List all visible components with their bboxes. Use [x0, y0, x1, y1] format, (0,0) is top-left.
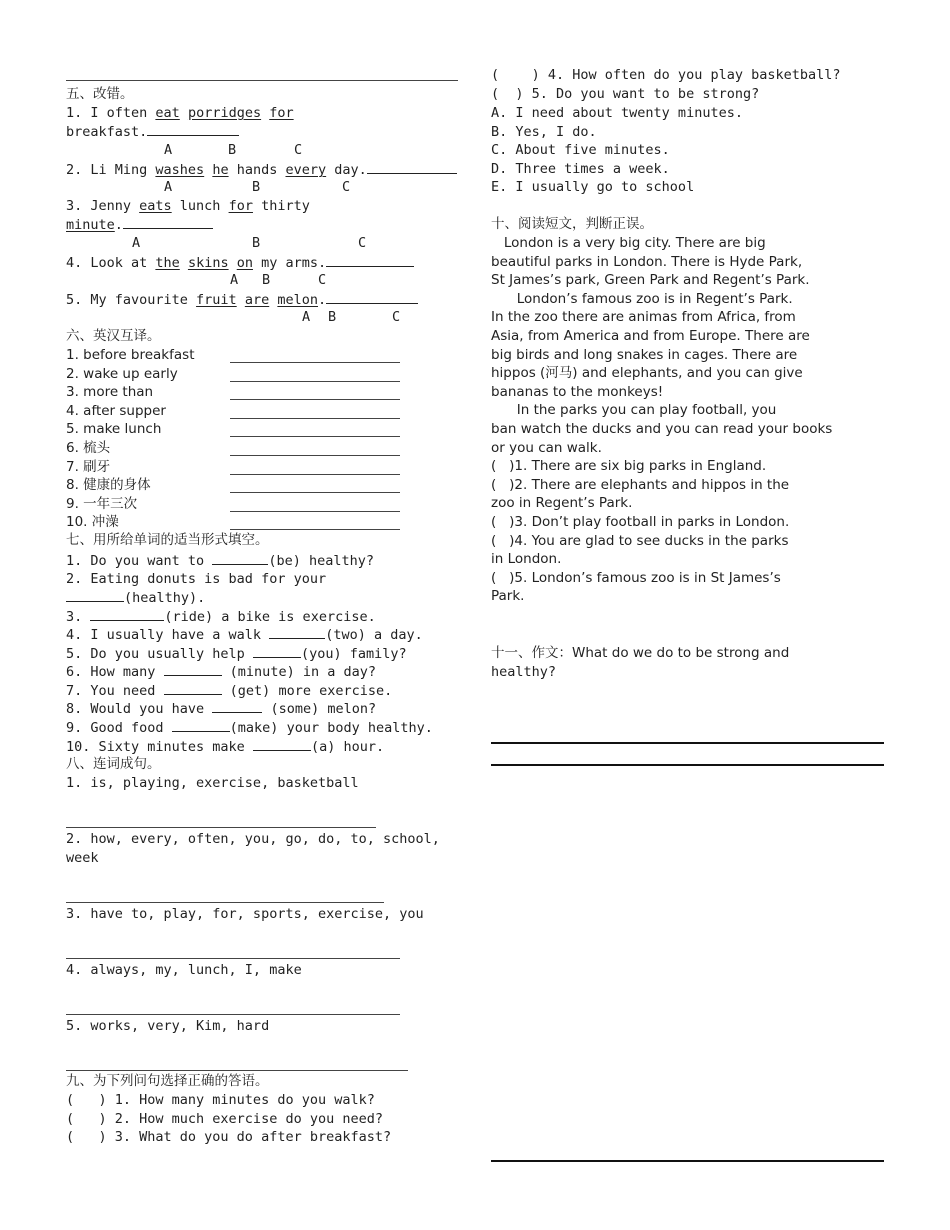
sec6-item: 7. 刷牙 — [66, 458, 111, 475]
sec6-item: 9. 一年三次 — [66, 495, 138, 512]
answer-line[interactable] — [230, 474, 400, 475]
answer-blank[interactable] — [367, 160, 457, 174]
sec6-item: 3. more than — [66, 384, 154, 401]
sec9-q5: ( ) 5. Do you want to be strong? — [491, 86, 760, 102]
answer-blank[interactable] — [212, 699, 262, 713]
answer-line[interactable] — [230, 381, 400, 382]
answer-line[interactable] — [66, 958, 400, 959]
answer-blank[interactable] — [147, 122, 239, 136]
sec6-item: 5. make lunch — [66, 421, 162, 438]
letter-c: C — [392, 309, 401, 325]
judge-item: ( )3. Don’t play football in parks in London. — [491, 514, 790, 530]
answer-line[interactable] — [66, 1070, 408, 1071]
option-item: A. I need about twenty minutes. — [491, 105, 743, 121]
sec9-q3: ( ) 3. What do you do after breakfast? — [66, 1129, 392, 1145]
judge-item: ( )4. You are glad to see ducks in the parks — [491, 532, 789, 549]
answer-blank[interactable] — [123, 215, 213, 229]
sec9-q1: ( ) 1. How many minutes do you walk? — [66, 1092, 375, 1108]
answer-blank[interactable] — [66, 588, 124, 602]
letter-b: B — [262, 272, 271, 288]
letter-b: B — [252, 179, 261, 195]
answer-blank[interactable] — [253, 644, 301, 658]
passage-line: hippos (河马) and elephants, and you can give — [491, 365, 803, 382]
sec7-q7: 7. You need (get) more exercise. — [66, 683, 393, 699]
sec7-q3: 3. (ride) a bike is exercise. — [66, 609, 376, 625]
answer-blank[interactable] — [212, 551, 268, 565]
letter-c: C — [358, 235, 367, 251]
section-6-title: 六、英汉互译。 — [66, 328, 161, 344]
top-rule — [66, 80, 458, 81]
letter-a: A — [230, 272, 239, 288]
answer-line[interactable] — [230, 399, 400, 400]
answer-line[interactable] — [66, 902, 384, 903]
sec9-q2: ( ) 2. How much exercise do you need? — [66, 1111, 383, 1127]
sec7-q10: 10. Sixty minutes make (a) hour. — [66, 739, 385, 755]
letter-a: A — [132, 235, 141, 251]
passage-line: In the zoo there are animas from Africa, from — [491, 309, 796, 326]
judge-item: ( )2. There are elephants and hippos in the — [491, 476, 790, 493]
passage-line: or you can walk. — [491, 439, 602, 456]
sec7-q1: 1. Do you want to (be) healthy? — [66, 553, 374, 569]
sec6-item: 6. 梳头 — [66, 440, 111, 456]
passage-line: London is a very big city. There are big — [491, 235, 766, 251]
answer-blank[interactable] — [269, 625, 325, 639]
passage-line: Asia, from America and from Europe. There are — [491, 328, 810, 344]
sec9-q4: ( ) 4. How often do you play basketball? — [491, 67, 841, 83]
option-item: D. Three times a week. — [491, 160, 670, 177]
sec5-q1: 1. I often eat porridges for — [66, 105, 294, 121]
letter-b: B — [252, 235, 261, 251]
sec7-q4: 4. I usually have a walk (two) a day. — [66, 627, 423, 643]
answer-line[interactable] — [230, 492, 400, 493]
answer-line[interactable] — [66, 827, 376, 828]
writing-line[interactable] — [491, 1160, 884, 1162]
option-item: B. Yes, I do. — [491, 123, 597, 140]
section-10-title: 十、阅读短文，判断正误。 — [491, 216, 653, 232]
sec5-q4: 4. Look at the skins on my arms. — [66, 253, 414, 272]
letter-c: C — [294, 142, 303, 158]
answer-blank[interactable] — [164, 662, 222, 676]
answer-line[interactable] — [230, 362, 400, 363]
letter-b: B — [328, 309, 337, 325]
answer-blank[interactable] — [326, 253, 414, 267]
sec8-q5: 5. works, very, Kim, hard — [66, 1018, 270, 1034]
sec8-q2: 2. how, every, often, you, go, do, to, school, — [66, 831, 440, 847]
judge-item: ( )1. There are six big parks in England. — [491, 458, 767, 475]
answer-line[interactable] — [230, 418, 400, 419]
sec5-q3: 3. Jenny eats lunch for thirty — [66, 198, 310, 214]
sec8-q2-cont: week — [66, 850, 99, 866]
answer-line[interactable] — [230, 511, 400, 512]
judge-item: ( )5. London’s famous zoo is in St James’s — [491, 569, 781, 586]
writing-line[interactable] — [491, 742, 884, 744]
answer-blank[interactable] — [253, 737, 311, 751]
answer-blank[interactable] — [172, 718, 230, 732]
answer-line[interactable] — [66, 1014, 400, 1015]
sec8-q3: 3. have to, play, for, sports, exercise, you — [66, 906, 424, 922]
sec6-item: 2. wake up early — [66, 365, 178, 382]
sec5-q2: 2. Li Ming washes he hands every day. — [66, 160, 457, 179]
sec7-q9: 9. Good food (make) your body healthy. — [66, 720, 433, 736]
writing-line[interactable] — [491, 764, 884, 766]
judge-item: zoo in Regent’s Park. — [491, 495, 633, 512]
sec7-q2-cont: (healthy). — [66, 588, 205, 607]
passage-line: big birds and long snakes in cages. There are — [491, 346, 798, 363]
letter-a: A — [302, 309, 311, 325]
passage-line: beautiful parks in London. There is Hyde Park, — [491, 253, 803, 270]
passage-line: bananas to the monkeys! — [491, 383, 664, 400]
option-item: E. I usually go to school — [491, 179, 695, 196]
letter-a: A — [164, 142, 173, 158]
sec6-item: 8. 健康的身体 — [66, 477, 151, 494]
judge-item: Park. — [491, 588, 525, 605]
section-11-title-cont: healthy? — [491, 664, 557, 680]
sec5-q5: 5. My favourite fruit are melon. — [66, 290, 418, 309]
section-8-title: 八、连词成句。 — [66, 756, 161, 772]
sec6-item: 1. before breakfast — [66, 347, 195, 363]
passage-line: London’s famous zoo is in Regent’s Park. — [491, 290, 793, 307]
section-5-title: 五、改错。 — [66, 86, 134, 102]
answer-line[interactable] — [230, 455, 400, 456]
answer-blank[interactable] — [326, 290, 418, 304]
letter-a: A — [164, 179, 173, 195]
passage-line: In the parks you can play football, you — [491, 402, 777, 419]
sec8-q4: 4. always, my, lunch, I, make — [66, 962, 302, 978]
letter-c: C — [342, 179, 351, 195]
section-9-title: 九、为下列问句选择正确的答语。 — [66, 1073, 269, 1089]
section-7-title: 七、用所给单词的适当形式填空。 — [66, 532, 269, 548]
letter-c: C — [318, 272, 327, 288]
judge-item: in London. — [491, 551, 562, 568]
passage-line: ban watch the ducks and you can read your books — [491, 421, 833, 437]
section-11-title: 十一、作文：What do we do to be strong and — [491, 645, 790, 661]
answer-blank[interactable] — [90, 607, 164, 621]
sec8-q1: 1. is, playing, exercise, basketball — [66, 775, 359, 791]
sec7-q6: 6. How many (minute) in a day? — [66, 664, 376, 680]
sec6-item: 4. after supper — [66, 402, 166, 419]
passage-line: St James’s park, Green Park and Regent’s Park. — [491, 272, 810, 289]
sec7-q5: 5. Do you usually help (you) family? — [66, 646, 407, 662]
letter-b: B — [228, 142, 237, 158]
answer-blank[interactable] — [164, 681, 222, 695]
sec6-item: 10. 冲澡 — [66, 514, 119, 531]
sec5-q1-cont: breakfast. — [66, 122, 239, 141]
sec5-q3-cont: minute. — [66, 215, 213, 234]
sec7-q8: 8. Would you have (some) melon? — [66, 701, 377, 717]
option-item: C. About five minutes. — [491, 142, 670, 159]
sec7-q2: 2. Eating donuts is bad for your — [66, 571, 327, 587]
answer-line[interactable] — [230, 436, 400, 437]
